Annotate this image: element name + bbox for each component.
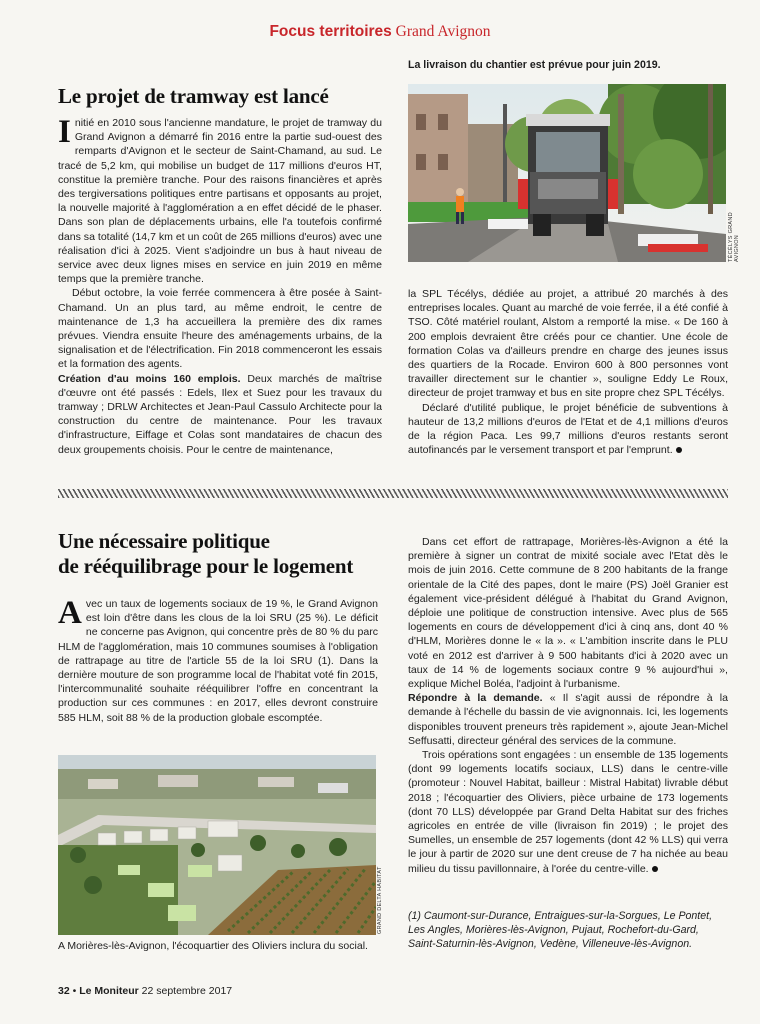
article1-paragraph-3 [58, 372, 382, 457]
article-separator [58, 489, 728, 498]
article1-paragraph-5-text: Déclaré d'utilité publique, le projet bénéficie de subventions à hauteur de 13,2 millions d'euros de l'Etat et de 4,1 millions d'euros de la région Paca. Les 99,7 millions d'euros restants seront autofinancés par le versement transport et par l'emprunt. [408, 401, 728, 457]
article1-subhead: Création d'au moins 160 emplois. [58, 372, 241, 385]
article2-column-left [58, 597, 378, 725]
article2-title-line2: de rééquilibrage pour le logement [58, 554, 354, 578]
magazine-name: Le Moniteur [79, 985, 139, 997]
article1-paragraph-1-text: nitié en 2010 sous l'ancienne mandature, le projet de tramway du Grand Avignon a démarré fin 2016 entre la partie sud-ouest des remparts d'Avignon et le secteur de Saint-Chamand, au sud. Le tracé de 5,2 km, qui mobilise un budget de 117 millions d'euros HT, constitue la première tranche. Pour des raisons financières et après des tergiversations politiques entre partisans et opposants au projet, la nouvelle majorité à l'agglomération a en effet décidé de le phaser. Dans son plan de déplacements urbains, elle l'a toutefois confirmé dans sa totalité (14,7 km et un coût de 265 millions d'euros) avec une réalisation d'ici à 2025. Vient s'adjoindre un bus à haut niveau de service avec deux lignes mises en service en juin 2019 en même temps que la première tranche. [58, 117, 382, 286]
footnote: (1) Caumont-sur-Durance, Entraigues-sur-la-Sorgues, Le Pontet, Les Angles, Morières-lès-Avignon, Pujaut, Rochefort-du-Gard, Saint-Saturnin-lès-Avignon, Vedène, Villeneuve-lès-Avignon. [408, 910, 713, 951]
article1-photo-caption: La livraison du chantier est prévue pour juin 2019. [408, 59, 661, 71]
article2-title-line1: Une nécessaire politique [58, 529, 270, 553]
article2-paragraph-1-text: vec un taux de logements sociaux de 19 %, le Grand Avignon est loin d'être dans les clous de la loi SRU (25 %). Le déficit ne concerne pas Avignon, qui concentre près de 80 % du parc HLM de l'agglomération, mais 10 communes soumises à l'obligation de rattrapage au titre de l'article 55 de la loi SRU (1). Dans la dernière mouture de son programme local de l'habitat voté fin 2015, l'intercommunalité souhaite rééquilibrer l'offre en concentrant la production sur ces communes : en 2017, elles devront construire 585 HLM, soit 88 % de la production globale escomptée. [58, 598, 378, 724]
tram-works-photo [408, 84, 726, 262]
article2-paragraph-3 [408, 691, 728, 748]
article1-title: Le projet de tramway est lancé [58, 84, 329, 108]
article1-paragraph-5 [408, 401, 728, 458]
article2-title [58, 529, 398, 579]
article1-paragraph-2: Début octobre, la voie ferrée commencera à être posée à Saint-Chamand. Un an plus tard, au même endroit, le centre de maintenance de 1,3 ha accueillera la première des dix rames prévues. Viendra ensuite l'heure des aménagements urbains, de la signalisation et de l'électrification. Fin 2018 commenceront les essais et la formation des agents. [58, 287, 382, 371]
article2-photo-credit: GRAND DELTA HABITAT [377, 866, 383, 934]
article1-column-left [58, 116, 382, 457]
region-label: Grand Avignon [395, 23, 491, 40]
section-header [0, 23, 760, 41]
article1-column-right [408, 287, 728, 457]
article2-paragraph-4-text: Trois opérations sont engagées : un ensemble de 135 logements (dont 99 logements locatifs sociaux, LLS) dans le centre-ville (promoteur : Nouvel Habitat, bailleur : Mistral Habitat) livrable début 2018 ; l'écoquartier des Oliviers, pièce urbaine de 173 logements (dont 70 LLS) développée par Grand Delta Habitat sur des friches agricoles en entrée de ville (livraison fin 2019) ; le projet des Sumelles, un ensemble de 257 logements (dont 42 % LLS) qui verra le jour à partir de 2020 sur une dent creuse de 7 ha nichée au beau milieu du tissu pavillonnaire, à l'orée du centre-ville. [408, 749, 728, 875]
article2-paragraph-2: Dans cet effort de rattrapage, Morières-lès-Avignon a été la première à signer un contrat de mixité sociale avec l'Etat dès le mois de juin 2016. Cette commune de 8 200 habitants de la frange orientale de la Cité des papes, dont le maire (PS) Joël Granier est également vice-président délégué à l'habitat du Grand Avignon, déploie une politique de construction intensive. Avec plus de 565 logements en cours de développement d'ici à cinq ans, dont 40 % d'HLM, Morières donne le « la ». « L'ambition inscrite dans le PLU voté en 2012 est d'arriver à 9 500 habitants d'ici à 2020 avec un taux de 14 % de logements sociaux contre 9 % aujourd'hui », explique Michel Boléa, l'adjoint à l'urbanisme. [408, 536, 728, 691]
issue-date: 22 septembre 2017 [141, 985, 233, 997]
page-footer [58, 985, 232, 997]
article1-paragraph-4: la SPL Técélys, dédiée au projet, a attribué 20 marchés à des entreprises locales. Quant au marché de voie ferrée, il a été confié à TSO. Côté matériel roulant, Alstom a remporté la mise. « De 160 à 200 emplois devraient être créés pour ce chantier. Une école de formation Colas va d'ailleurs prendre en charge des jeunes issus des quartiers de la Rocade. Environ 600 à 800 personnes vont travailler directement sur le chantier », souligne Eddy Le Roux, directeur de projet tramway et bus en site propre chez SPL Técélys. [408, 288, 728, 400]
ecoquartier-aerial-photo [58, 755, 376, 935]
article1-paragraph-1 [58, 116, 382, 286]
footer-bullet: • [72, 985, 77, 997]
ecoquartier-illustration [58, 755, 376, 935]
article2-paragraph-1 [58, 597, 378, 725]
article1-paragraph-3-text: Deux marchés de maîtrise d'œuvre ont été passés : Edels, Ilex et Suez pour les travaux du tramway ; DRLW Architectes et Jean-Paul Cassulo Architecte pour la construction du centre de maintenance. Pour les travaux d'infrastructure, Eiffage et Colas sont mandataires de chacun des deux groupements choisis. Pour le centre de maintenance, [58, 372, 382, 456]
article2-column-right [408, 535, 728, 876]
section-label: Focus territoires [269, 23, 392, 40]
tram-works-illustration [408, 84, 726, 262]
article2-drop-cap: A [58, 595, 82, 631]
article2-photo-caption: A Morières-lès-Avignon, l'écoquartier des Oliviers inclura du social. [58, 940, 368, 952]
article2-subhead: Répondre à la demande. [408, 692, 543, 705]
article1-photo-credit: TÉCÉLYS GRAND AVIGNON [728, 212, 740, 262]
article2-paragraph-4 [408, 748, 728, 876]
end-mark-icon [676, 447, 682, 453]
end-mark-icon [652, 866, 658, 872]
article1-drop-cap: I [58, 114, 71, 150]
page-number: 32 [58, 985, 70, 997]
article2-paragraph-3-text: « Il s'agit aussi de répondre à la demande à l'échelle du bassin de vie avignonnais. Ici, les logements disponibles trouvent preneurs très rapidement », ajoute Jean-Michel Seffusatti, directeur général des services de la commune. [408, 692, 728, 747]
